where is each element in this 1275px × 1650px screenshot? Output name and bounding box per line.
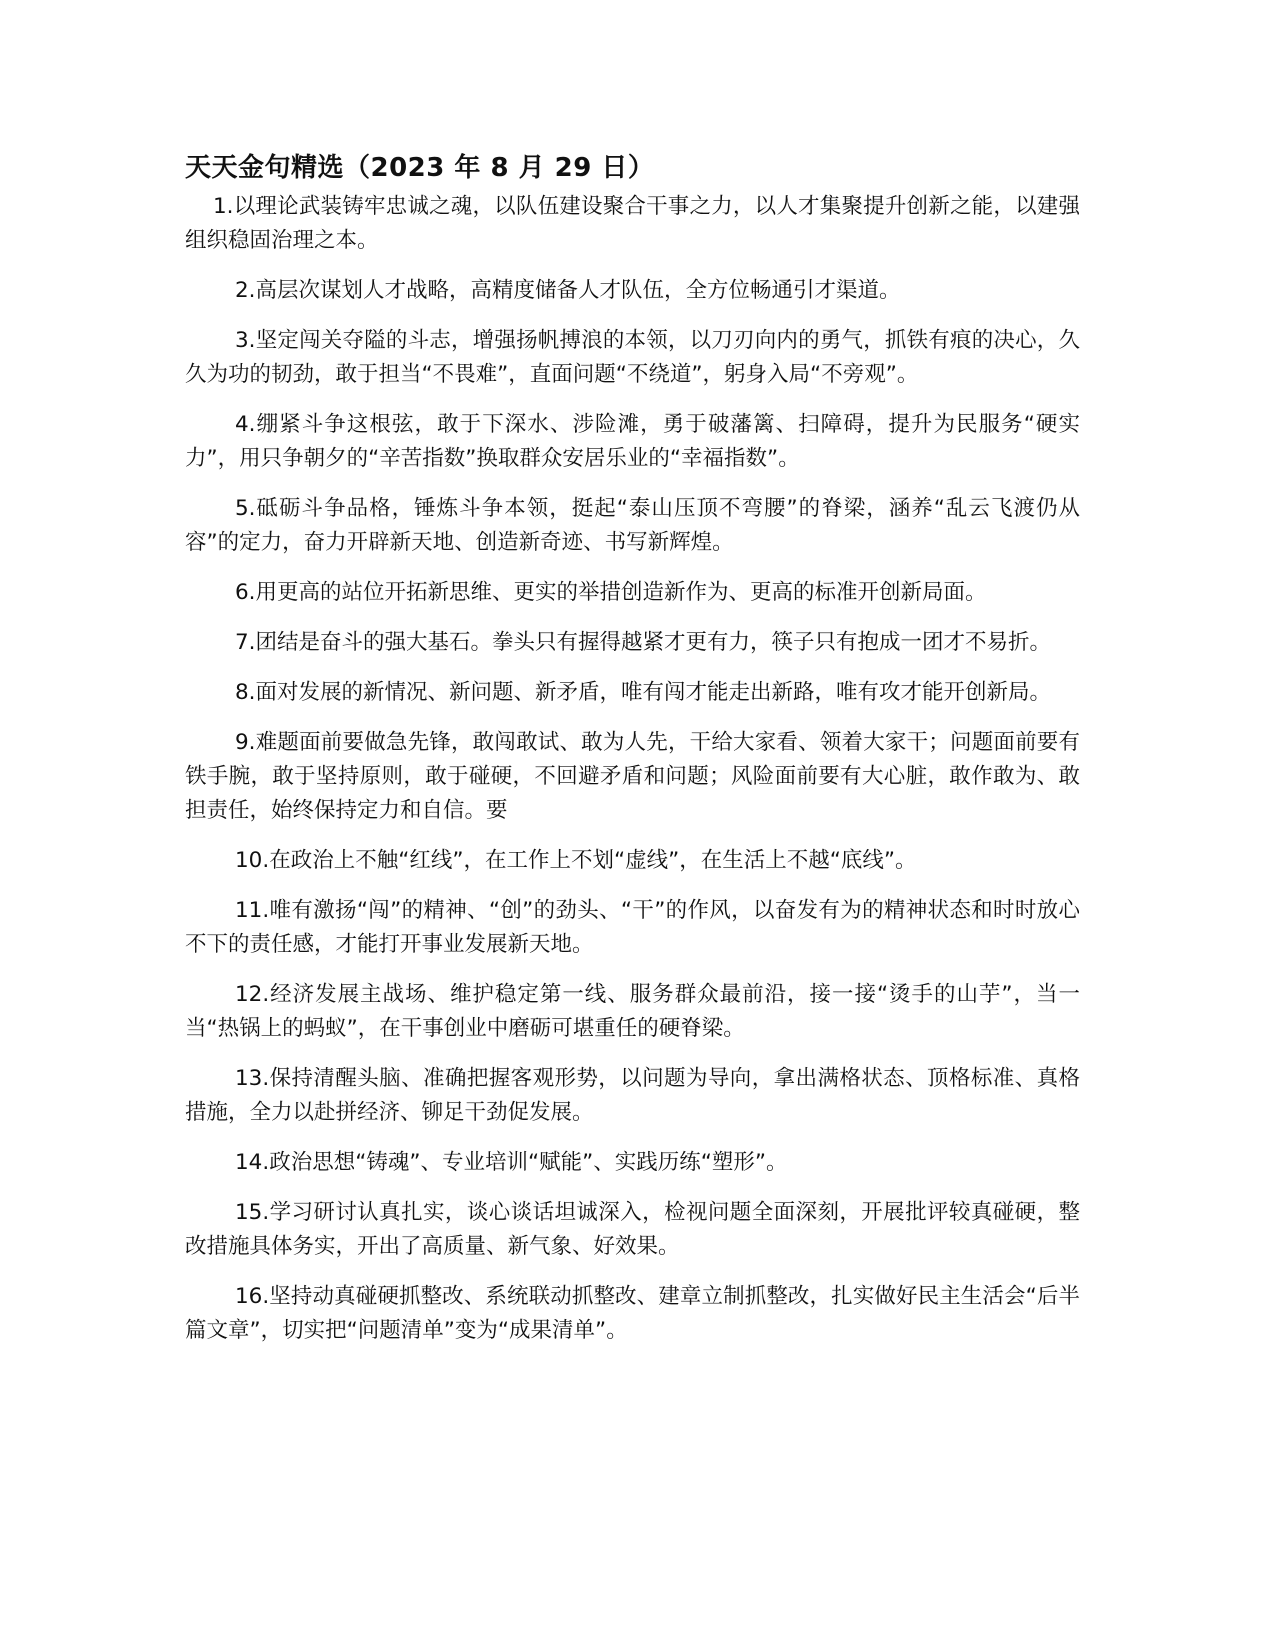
quote-paragraph-12: 12.经济发展主战场、维护稳定第一线、服务群众最前沿，接一接“烫手的山芋”，当一当“热锅上的蚂蚁”，在干事创业中磨砺可堪重任的硬脊梁。 xyxy=(185,982,1080,1041)
quote-paragraph-13: 13.保持清醒头脑、准确把握客观形势，以问题为导向，拿出满格状态、顶格标准、真格措施，全力以赴拼经济、铆足干劲促发展。 xyxy=(185,1066,1080,1125)
quote-paragraph-7: 7.团结是奋斗的强大基石。拳头只有握得越紧才更有力，筷子只有抱成一团才不易折。 xyxy=(235,630,1052,655)
quote-paragraph-11: 11.唯有激扬“闯”的精神、“创”的劲头、“干”的作风，以奋发有为的精神状态和时时放心不下的责任感，才能打开事业发展新天地。 xyxy=(185,898,1080,957)
quote-paragraph-3: 3.坚定闯关夺隘的斗志，增强扬帆搏浪的本领，以刀刃向内的勇气，抓铁有痕的决心，久久为功的韧劲，敢于担当“不畏难”，直面问题“不绕道”，躬身入局“不旁观”。 xyxy=(185,328,1080,387)
quote-paragraph-1: 1.以理论武装铸牢忠诚之魂，以队伍建设聚合干事之力，以人才集聚提升创新之能，以建强组织稳固治理之本。 xyxy=(185,194,1080,253)
quote-paragraph-6: 6.用更高的站位开拓新思维、更实的举措创造新作为、更高的标准开创新局面。 xyxy=(235,580,987,605)
quote-paragraph-5: 5.砥砺斗争品格，锤炼斗争本领，挺起“泰山压顶不弯腰”的脊梁，涵养“乱云飞渡仍从容”的定力，奋力开辟新天地、创造新奇迹、书写新辉煌。 xyxy=(185,496,1080,555)
quote-paragraph-9: 9.难题面前要做急先锋，敢闯敢试、敢为人先，干给大家看、领着大家干；问题面前要有铁手腕，敢于坚持原则，敢于碰硬，不回避矛盾和问题；风险面前要有大心脏，敢作敢为、敢担责任，始终保持定力和自信。要 xyxy=(185,730,1080,823)
quote-paragraph-14: 14.政治思想“铸魂”、专业培训“赋能”、实践历练“塑形”。 xyxy=(235,1150,788,1175)
quote-paragraph-8: 8.面对发展的新情况、新问题、新矛盾，唯有闯才能走出新路，唯有攻才能开创新局。 xyxy=(235,680,1052,705)
document-title: 天天金句精选（2023 年 8 月 29 日） xyxy=(185,153,655,183)
quote-paragraph-2: 2.高层次谋划人才战略，高精度储备人才队伍，全方位畅通引才渠道。 xyxy=(235,278,901,303)
quote-paragraph-4: 4.绷紧斗争这根弦，敢于下深水、涉险滩，勇于破藩篱、扫障碍，提升为民服务“硬实力”，用只争朝夕的“辛苦指数”换取群众安居乐业的“幸福指数”。 xyxy=(185,412,1080,471)
quote-paragraph-10: 10.在政治上不触“红线”，在工作上不划“虚线”，在生活上不越“底线”。 xyxy=(235,848,917,873)
quote-paragraph-15: 15.学习研讨认真扎实，谈心谈话坦诚深入，检视问题全面深刻，开展批评较真碰硬，整改措施具体务实，开出了高质量、新气象、好效果。 xyxy=(185,1200,1080,1259)
document-body xyxy=(185,150,1080,1364)
quote-paragraph-16: 16.坚持动真碰硬抓整改、系统联动抓整改、建章立制抓整改，扎实做好民主生活会“后半篇文章”，切实把“问题清单”变为“成果清单”。 xyxy=(185,1284,1080,1343)
